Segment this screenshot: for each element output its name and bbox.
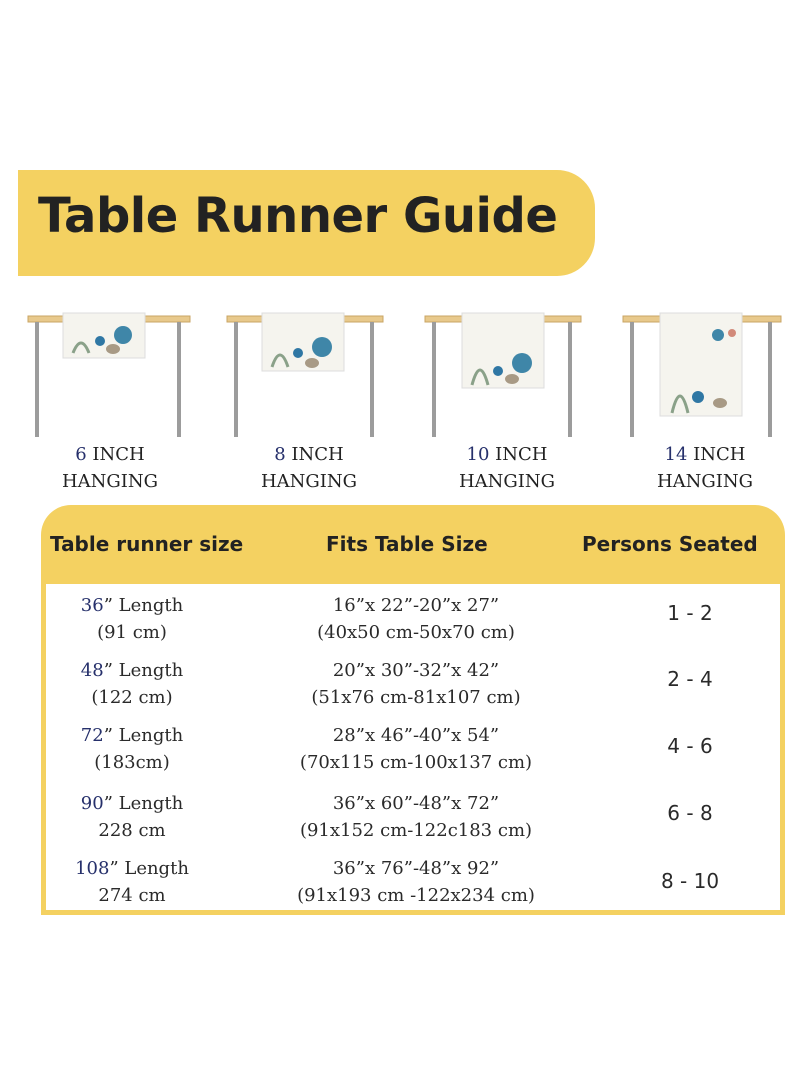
fits-table-cell [276,592,556,646]
fit-metric: (40x50 cm-50x70 cm) [317,622,515,643]
length-label: ” Length [103,725,184,746]
hanging-word: HANGING [656,471,754,492]
length-number: 36 [80,595,104,616]
persons-seated-cell: 1 - 2 [667,601,713,625]
hanging-label [204,441,414,495]
persons-seated-cell: 4 - 6 [667,734,713,758]
hanging-label [5,441,215,495]
length-metric: 274 cm [98,885,166,906]
table-runner-illustration [620,305,790,445]
fits-table-cell [276,790,556,844]
fit-imperial: 20”x 30”-32”x 42” [332,660,500,681]
length-number: 48 [80,660,104,681]
table-runner-illustration [224,305,394,445]
header-runner-size: Table runner size [50,532,244,556]
hanging-word: HANGING [260,471,358,492]
fit-metric: (70x115 cm-100x137 cm) [299,752,533,773]
hanging-unit: INCH [92,444,145,465]
hanging-unit: INCH [291,444,344,465]
runner-size-cell [52,592,212,646]
table-runner-illustration [25,305,195,445]
length-number: 90 [80,793,104,814]
length-label: ” Length [103,595,184,616]
hanging-num: 8 [274,444,286,465]
hanging-num: 6 [75,444,87,465]
runner-size-cell [52,657,212,711]
runner-size-cell [52,855,212,909]
hanging-diagram-10 [422,305,592,505]
fits-table-cell [276,657,556,711]
fit-imperial: 36”x 76”-48”x 92” [332,858,500,879]
fit-imperial: 16”x 22”-20”x 27” [332,595,500,616]
runner-size-cell [52,722,212,776]
hanging-diagram-8 [224,305,394,505]
table-runner-illustration [422,305,592,445]
length-label: ” Length [109,858,189,879]
length-label: ” Length [103,660,184,681]
hanging-diagram-6 [25,305,195,505]
hanging-label [600,441,800,495]
fit-imperial: 28”x 46”-40”x 54” [332,725,500,746]
page-title: Table Runner Guide [38,188,558,244]
hanging-unit: INCH [693,444,746,465]
length-metric: (183cm) [94,752,170,773]
fit-metric: (91x152 cm-122c183 cm) [299,820,533,841]
runner-size-cell [52,790,212,844]
length-number: 72 [80,725,104,746]
hanging-num: 10 [466,444,490,465]
hanging-word: HANGING [61,471,159,492]
fit-metric: (91x193 cm -122x234 cm) [297,885,535,906]
length-number: 108 [75,858,110,879]
persons-seated-cell: 2 - 4 [667,667,713,691]
hanging-unit: INCH [495,444,548,465]
length-metric: (122 cm) [91,687,173,708]
hanging-num: 14 [664,444,688,465]
length-metric: 228 cm [98,820,166,841]
fits-table-cell [276,855,556,909]
length-metric: (91 cm) [97,622,167,643]
fits-table-cell [276,722,556,776]
fit-imperial: 36”x 60”-48”x 72” [332,793,500,814]
hanging-word: HANGING [458,471,556,492]
persons-seated-cell: 8 - 10 [660,869,720,893]
persons-seated-cell: 6 - 8 [667,801,713,825]
fit-metric: (51x76 cm-81x107 cm) [311,687,521,708]
hanging-label [402,441,612,495]
hanging-diagram-14 [620,305,790,505]
length-label: ” Length [103,793,184,814]
header-persons-seated: Persons Seated [582,532,758,556]
header-fits-table-size: Fits Table Size [326,532,488,556]
